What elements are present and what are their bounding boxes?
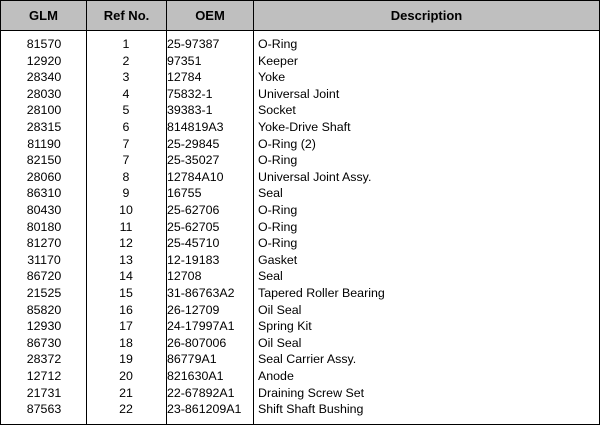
table-row [1,152,599,169]
table-row [1,351,599,368]
cell-description: Spring Kit [258,319,312,334]
table-row [1,368,599,385]
cell-description: Socket [258,103,296,118]
cell-ref-no: 21 [119,385,133,400]
table-row [1,69,599,86]
cell-oem: 86779A1 [167,352,217,367]
cell-ref-no: 1 [122,37,130,51]
cell-glm: 21525 [26,286,62,300]
cell-ref-no: 7 [122,153,130,168]
cell-description: Draining Screw Set [258,385,365,400]
table-row [1,185,599,202]
cell-oem: 22-67892A1 [167,385,235,400]
table-row [1,335,599,352]
cell-glm: 12712 [26,369,62,383]
table-row [1,119,599,136]
cell-ref-no: 8 [122,169,130,184]
table-row [1,86,599,103]
cell-oem: 25-62705 [167,219,220,234]
cell-description: Yoke [258,70,286,85]
cell-glm: 28340 [26,70,62,85]
cell-glm: 81570 [26,37,62,51]
cell-glm: 81190 [27,136,61,151]
table-row [1,268,599,285]
cell-ref-no: 11 [119,219,133,234]
table-row [1,202,599,219]
cell-glm: 80180 [26,219,62,234]
cell-ref-no: 15 [119,286,133,300]
cell-description: Yoke-Drive Shaft [258,120,351,134]
cell-glm: 12930 [26,319,62,334]
cell-ref-no: 14 [119,269,133,284]
cell-description: O-Ring [258,236,298,251]
cell-ref-no: 20 [119,369,133,383]
table-row [1,385,599,402]
cell-oem: 31-86763A2 [167,286,235,300]
cell-description: Universal Joint [258,86,340,101]
cell-ref-no: 19 [119,352,133,367]
cell-oem: 97351 [167,53,202,68]
cell-description: Oil Seal [258,302,302,317]
cell-description: O-Ring [258,203,298,217]
cell-oem: 75832-1 [167,86,213,101]
cell-description: Anode [258,369,294,383]
cell-oem: 12784 [167,70,202,85]
cell-glm: 28315 [26,120,62,134]
cell-glm: 86720 [26,269,62,284]
cell-description: Universal Joint Assy. [258,169,372,184]
cell-ref-no: 17 [119,319,133,334]
cell-ref-no: 13 [119,252,133,267]
cell-description: Tapered Roller Bearing [258,286,385,300]
cell-oem: 25-62706 [167,203,220,217]
cell-oem: 25-29845 [167,136,220,151]
cell-description: Shift Shaft Bushing [258,402,364,417]
cell-oem: 821630A1 [167,369,224,383]
cell-glm: 21731 [26,385,62,400]
cell-oem: 26-12709 [167,302,220,317]
cell-ref-no: 6 [122,120,130,134]
cell-glm: 86730 [26,335,62,350]
cell-ref-no: 16 [119,302,133,317]
cell-oem: 26-807006 [167,335,227,350]
cell-oem: 25-45710 [167,236,220,251]
cell-ref-no: 12 [119,236,133,251]
table-row [1,318,599,335]
column-header-ref-no: Ref No. [87,1,167,30]
cell-ref-no: 22 [119,402,133,417]
table-row [1,285,599,302]
cell-oem: 814819A3 [167,120,224,134]
cell-ref-no: 2 [122,53,130,68]
table-row [1,102,599,119]
cell-oem: 12-19183 [167,252,220,267]
cell-ref-no: 9 [122,186,130,201]
cell-oem: 24-17997A1 [167,319,235,334]
cell-description: Oil Seal [258,335,302,350]
cell-description: O-Ring [258,153,298,168]
cell-glm: 28372 [26,352,62,367]
cell-description: Seal Carrier Assy. [258,352,357,367]
cell-oem: 25-35027 [167,153,220,168]
cell-glm: 28060 [26,169,62,184]
cell-oem: 23-861209A1 [167,402,242,417]
cell-oem: 25-97387 [167,37,220,51]
cell-glm: 87563 [26,402,62,417]
table-row [1,235,599,252]
cell-description: O-Ring [258,37,298,51]
cell-ref-no: 18 [119,335,133,350]
cell-oem: 16755 [167,186,202,201]
cell-glm: 80430 [26,203,62,217]
cell-description: O-Ring [258,219,298,234]
table-row [1,252,599,269]
table-row [1,169,599,186]
column-header-oem: OEM [167,1,254,30]
cell-glm: 12920 [26,53,62,68]
column-header-description: Description [390,8,463,23]
cell-ref-no: 10 [119,203,133,217]
table-row [1,219,599,236]
cell-description: Keeper [258,53,298,68]
cell-oem: 12784A10 [167,169,224,184]
cell-glm: 82150 [26,153,62,168]
cell-oem: 39383-1 [167,103,213,118]
table-row [1,302,599,319]
cell-glm: 81270 [26,236,62,251]
cell-ref-no: 4 [122,86,130,101]
cell-description: Seal [258,186,283,201]
cell-oem: 12708 [167,269,202,284]
cell-ref-no: 5 [122,103,130,118]
cell-glm: 31170 [27,252,61,267]
table-row [1,53,599,70]
table-row [1,401,599,418]
table-row [1,136,599,153]
cell-ref-no: 7 [122,136,130,151]
cell-glm: 28030 [26,86,62,101]
column-header-glm: GLM [1,1,87,30]
cell-description: Gasket [258,252,298,267]
cell-description: O-Ring (2) [258,136,316,151]
cell-glm: 86310 [26,186,62,201]
table-header [1,1,599,31]
cell-glm: 28100 [26,103,62,118]
cell-glm: 85820 [26,302,62,317]
cell-ref-no: 3 [122,70,130,85]
cell-description: Seal [258,269,283,284]
table-row [1,36,599,53]
